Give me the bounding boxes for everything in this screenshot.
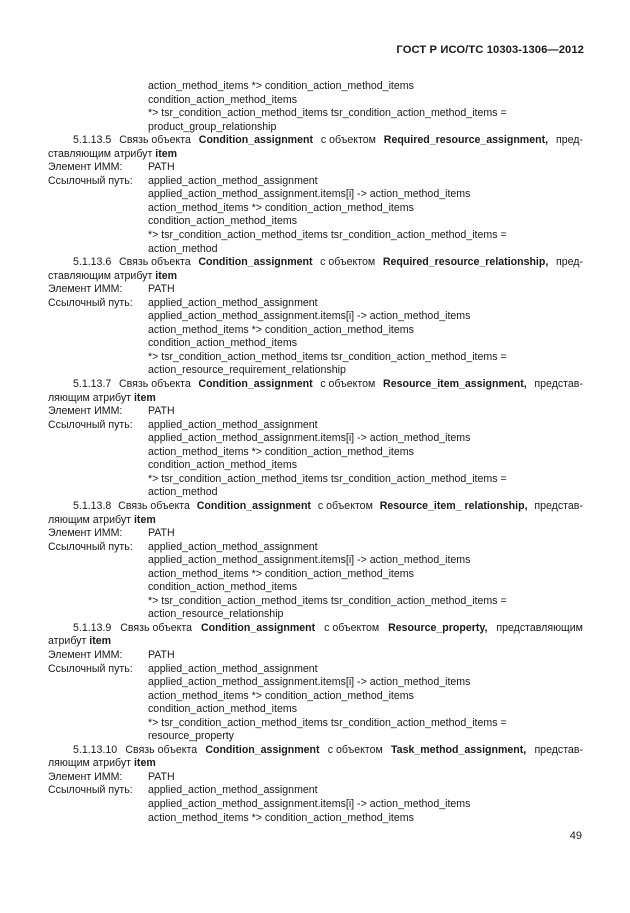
element-row bbox=[48, 161, 583, 175]
path-row bbox=[48, 568, 583, 582]
path-row bbox=[48, 690, 583, 704]
section-number: 5.1.13.6 bbox=[73, 256, 112, 269]
heading-text: представ- bbox=[534, 743, 583, 756]
path-row bbox=[48, 581, 583, 595]
section-heading-continuation bbox=[48, 148, 583, 162]
heading-text: представ- bbox=[534, 499, 583, 512]
path-line: action_method_items *> condition_action_method_items bbox=[148, 323, 414, 336]
element-label: Элемент ИММ: bbox=[48, 405, 123, 418]
element-row bbox=[48, 405, 583, 419]
heading-text: с объектом bbox=[320, 378, 376, 391]
intro-path-continuation bbox=[48, 80, 583, 134]
path-row bbox=[48, 676, 583, 690]
heading-text: Связь объекта bbox=[118, 499, 190, 512]
heading-text: ставляющим атрибут bbox=[48, 269, 153, 282]
element-value: PATH bbox=[148, 283, 175, 296]
path-row bbox=[48, 608, 583, 622]
path-line: applied_action_method_assignment bbox=[148, 540, 318, 553]
path-row bbox=[48, 459, 583, 473]
object-name: Condition_assignment bbox=[196, 499, 311, 512]
path-row bbox=[48, 351, 583, 365]
heading-text: с объектом bbox=[320, 256, 376, 269]
heading-text: Связь объекта bbox=[119, 378, 191, 391]
element-value: PATH bbox=[148, 648, 175, 661]
path-label: Ссылочный путь: bbox=[48, 662, 133, 675]
path-row bbox=[48, 486, 583, 500]
path-row bbox=[48, 595, 583, 609]
path-row bbox=[48, 188, 583, 202]
path-line: *> tsr_condition_action_method_items tsr_condition_action_method_items = bbox=[148, 107, 507, 120]
section-heading bbox=[48, 744, 583, 758]
target-object-name: Resource_property, bbox=[388, 621, 488, 634]
section-heading-continuation bbox=[48, 514, 583, 528]
path-line: action_method_items *> condition_action_method_items bbox=[148, 567, 414, 580]
path-line: action_method_items *> condition_action_method_items bbox=[148, 201, 414, 214]
path-row bbox=[48, 175, 583, 189]
sections-container bbox=[48, 134, 583, 825]
path-row bbox=[48, 215, 583, 229]
section-5-1-13-10 bbox=[48, 744, 583, 825]
target-object-name: Resource_item_assignment, bbox=[383, 378, 527, 391]
section-heading-continuation bbox=[48, 270, 583, 284]
object-name: Condition_assignment bbox=[198, 256, 313, 269]
heading-text: с объектом bbox=[327, 743, 383, 756]
section-heading bbox=[48, 256, 583, 270]
path-line: action_method_items *> condition_action_method_items bbox=[148, 445, 414, 458]
path-row bbox=[48, 243, 583, 257]
section-heading bbox=[48, 622, 583, 636]
path-row bbox=[48, 663, 583, 677]
path-row bbox=[48, 812, 583, 826]
section-5-1-13-5 bbox=[48, 134, 583, 256]
heading-text: представляющим bbox=[496, 621, 583, 634]
path-line: applied_action_method_assignment bbox=[148, 296, 318, 309]
section-heading-continuation bbox=[48, 635, 583, 649]
path-line: applied_action_method_assignment.items[i] -> action_method_items bbox=[148, 676, 471, 689]
element-row bbox=[48, 649, 583, 663]
target-object-name: Required_resource_relationship, bbox=[382, 256, 549, 269]
attribute-name: item bbox=[133, 513, 156, 526]
target-object-name: Resource_item_ relationship, bbox=[379, 499, 528, 512]
element-value: PATH bbox=[148, 527, 175, 540]
path-line: product_group_relationship bbox=[148, 120, 277, 133]
element-label: Элемент ИММ: bbox=[48, 527, 123, 540]
heading-text: Связь объекта bbox=[118, 256, 191, 269]
heading-text: с объектом bbox=[320, 134, 376, 147]
path-label: Ссылочный путь: bbox=[48, 296, 133, 309]
path-line: resource_property bbox=[148, 730, 234, 743]
path-line: action_method_items *> condition_action_method_items bbox=[148, 80, 414, 92]
heading-text: Связь объекта bbox=[125, 743, 198, 756]
attribute-name: item bbox=[155, 269, 178, 282]
path-line: *> tsr_condition_action_method_items tsr_condition_action_method_items = bbox=[148, 594, 507, 607]
element-label: Элемент ИММ: bbox=[48, 770, 123, 783]
path-line: applied_action_method_assignment bbox=[148, 418, 318, 431]
path-row bbox=[48, 730, 583, 744]
path-row bbox=[48, 364, 583, 378]
heading-text: Связь объекта bbox=[120, 621, 192, 634]
path-label: Ссылочный путь: bbox=[48, 540, 133, 553]
path-row bbox=[48, 703, 583, 717]
heading-text: представ- bbox=[534, 378, 583, 391]
target-object-name: Required_resource_assignment, bbox=[383, 134, 549, 147]
path-label: Ссылочный путь: bbox=[48, 784, 133, 797]
path-line: condition_action_method_items bbox=[148, 581, 297, 594]
section-heading-continuation bbox=[48, 392, 583, 406]
element-label: Элемент ИММ: bbox=[48, 648, 123, 661]
section-number: 5.1.13.10 bbox=[73, 743, 118, 756]
path-row bbox=[48, 717, 583, 731]
element-label: Элемент ИММ: bbox=[48, 161, 123, 174]
section-5-1-13-9 bbox=[48, 622, 583, 744]
path-line: applied_action_method_assignment bbox=[148, 784, 318, 797]
path-line: action_method bbox=[148, 486, 218, 499]
document-body bbox=[48, 80, 583, 825]
document-header: ГОСТ Р ИСО/ТС 10303-1306—2012 bbox=[396, 44, 584, 56]
path-line: applied_action_method_assignment.items[i] -> action_method_items bbox=[148, 797, 471, 810]
element-value: PATH bbox=[148, 161, 175, 174]
path-line: applied_action_method_assignment bbox=[148, 174, 318, 187]
section-heading bbox=[48, 134, 583, 148]
heading-text: ляющим атрибут bbox=[48, 513, 132, 526]
path-line: action_method_items *> condition_action_method_items bbox=[148, 689, 414, 702]
path-line: applied_action_method_assignment.items[i] -> action_method_items bbox=[148, 432, 471, 445]
path-line: condition_action_method_items bbox=[148, 703, 297, 716]
section-number: 5.1.13.9 bbox=[73, 621, 112, 634]
path-line: applied_action_method_assignment bbox=[148, 662, 318, 675]
path-row bbox=[48, 541, 583, 555]
section-heading-continuation bbox=[48, 757, 583, 771]
section-number: 5.1.13.7 bbox=[73, 378, 112, 391]
path-line: condition_action_method_items bbox=[148, 337, 297, 350]
page-number: 49 bbox=[569, 830, 582, 842]
path-row bbox=[48, 784, 583, 798]
path-row bbox=[48, 310, 583, 324]
path-line: *> tsr_condition_action_method_items tsr_condition_action_method_items = bbox=[148, 350, 507, 363]
path-label: Ссылочный путь: bbox=[48, 418, 133, 431]
path-line: action_method bbox=[148, 242, 218, 255]
path-line: *> tsr_condition_action_method_items tsr_condition_action_method_items = bbox=[148, 716, 507, 729]
path-row bbox=[48, 473, 583, 487]
path-line: condition_action_method_items bbox=[148, 215, 297, 228]
path-line: condition_action_method_items bbox=[148, 93, 297, 106]
heading-text: с объектом bbox=[324, 621, 380, 634]
heading-text: ставляющим атрибут bbox=[48, 147, 153, 160]
element-row bbox=[48, 527, 583, 541]
element-value: PATH bbox=[148, 770, 175, 783]
heading-text: Связь объекта bbox=[119, 134, 191, 147]
heading-text: с объектом bbox=[317, 499, 373, 512]
heading-text: ляющим атрибут bbox=[48, 757, 132, 770]
path-row bbox=[48, 432, 583, 446]
heading-text: пред- bbox=[555, 134, 583, 147]
path-row bbox=[48, 324, 583, 338]
path-line: applied_action_method_assignment.items[i] -> action_method_items bbox=[148, 310, 471, 323]
attribute-name: item bbox=[89, 635, 112, 648]
section-heading bbox=[48, 378, 583, 392]
section-5-1-13-8 bbox=[48, 500, 583, 622]
object-name: Condition_assignment bbox=[200, 621, 316, 634]
target-object-name: Task_method_assignment, bbox=[391, 743, 527, 756]
heading-text: атрибут bbox=[48, 635, 87, 648]
path-row bbox=[48, 446, 583, 460]
path-row bbox=[48, 337, 583, 351]
element-value: PATH bbox=[148, 405, 175, 418]
path-line: applied_action_method_assignment.items[i] -> action_method_items bbox=[148, 188, 471, 201]
path-row bbox=[48, 229, 583, 243]
attribute-name: item bbox=[133, 757, 156, 770]
section-number: 5.1.13.5 bbox=[73, 134, 112, 147]
path-line: condition_action_method_items bbox=[148, 459, 297, 472]
object-name: Condition_assignment bbox=[198, 134, 313, 147]
attribute-name: item bbox=[155, 147, 178, 160]
object-name: Condition_assignment bbox=[205, 743, 320, 756]
path-line: *> tsr_condition_action_method_items tsr_condition_action_method_items = bbox=[148, 472, 507, 485]
section-5-1-13-7 bbox=[48, 378, 583, 500]
path-row bbox=[48, 297, 583, 311]
section-5-1-13-6 bbox=[48, 256, 583, 378]
attribute-name: item bbox=[133, 391, 156, 404]
path-row bbox=[48, 202, 583, 216]
element-row bbox=[48, 771, 583, 785]
heading-text: ляющим атрибут bbox=[48, 391, 132, 404]
path-line: applied_action_method_assignment.items[i] -> action_method_items bbox=[148, 554, 471, 567]
path-line: action_resource_requirement_relationship bbox=[148, 364, 346, 377]
path-line: action_method_items *> condition_action_method_items bbox=[148, 811, 414, 824]
path-line: *> tsr_condition_action_method_items tsr_condition_action_method_items = bbox=[148, 229, 507, 242]
element-label: Элемент ИММ: bbox=[48, 283, 123, 296]
element-row bbox=[48, 283, 583, 297]
path-line: action_resource_relationship bbox=[148, 608, 284, 621]
path-row bbox=[48, 419, 583, 433]
heading-text: пред- bbox=[555, 256, 583, 269]
object-name: Condition_assignment bbox=[198, 378, 313, 391]
section-number: 5.1.13.8 bbox=[73, 499, 112, 512]
section-heading bbox=[48, 500, 583, 514]
path-label: Ссылочный путь: bbox=[48, 174, 133, 187]
path-row bbox=[48, 554, 583, 568]
path-row bbox=[48, 798, 583, 812]
